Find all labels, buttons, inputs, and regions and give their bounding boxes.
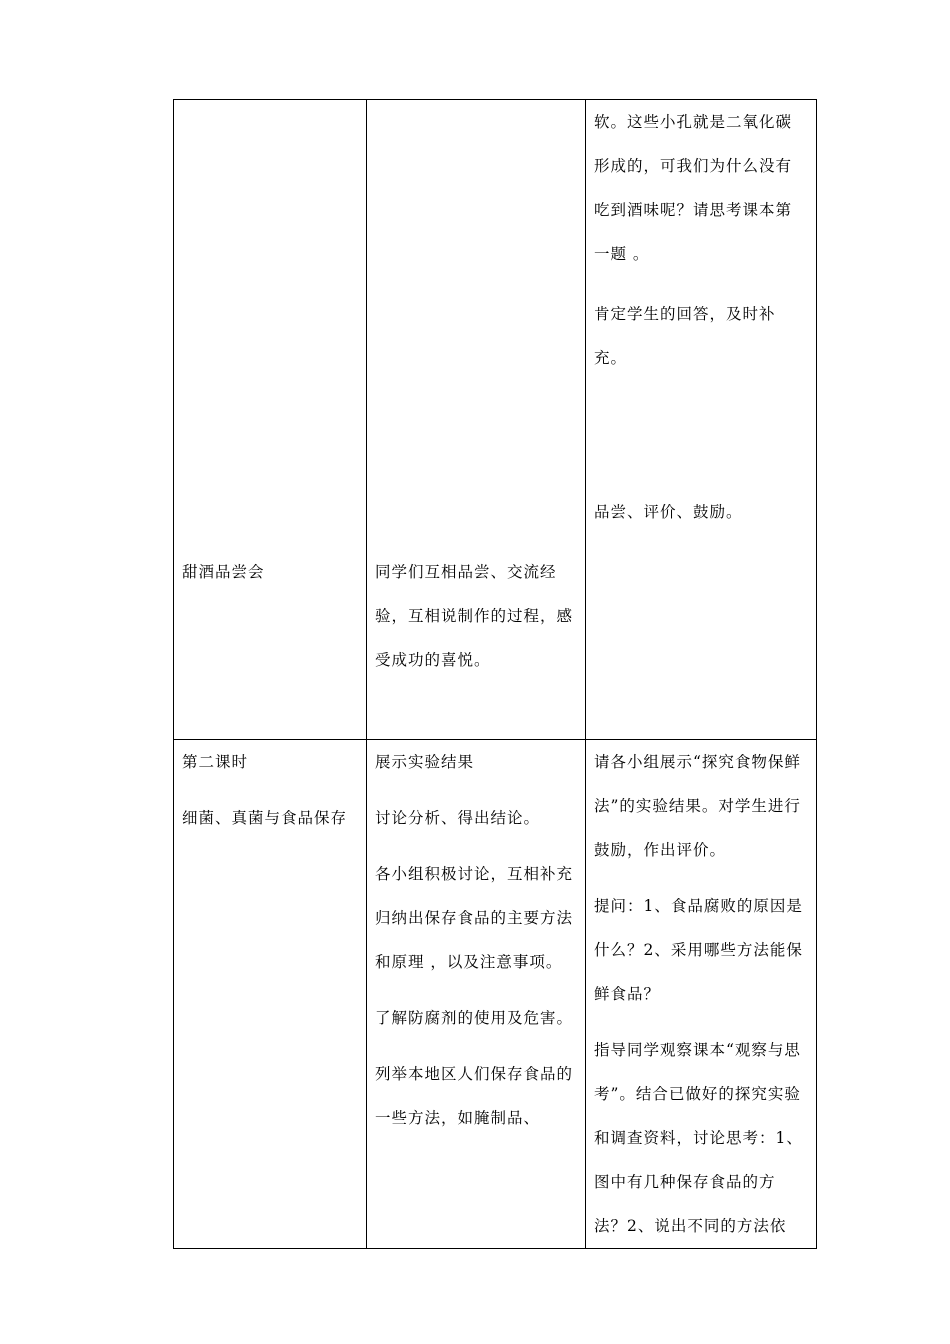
table-row <box>174 740 817 1249</box>
teacher-activity-cell <box>586 100 817 740</box>
student-activity-text: 展示实验结果 <box>375 753 475 771</box>
activity-cell <box>174 740 367 1249</box>
student-activity-text: 了解防腐剂的使用及危害。 <box>375 1009 574 1027</box>
student-activity-text: 各小组积极讨论，互相补充归纳出保存食品的主要方法和原理 ，以及注意事项。 <box>375 865 574 971</box>
lesson-topic: 细菌、真菌与食品保存 <box>182 809 348 827</box>
lesson-label: 第二课时 <box>182 753 249 771</box>
activity-cell <box>174 100 367 740</box>
student-activity-text: 讨论分析、得出结论。 <box>375 809 541 827</box>
lesson-plan-table <box>173 99 817 1249</box>
student-activity-cell <box>367 100 586 740</box>
teacher-activity-text: 肯定学生的回答，及时补充。 <box>594 305 776 367</box>
teacher-activity-text: 提问：1、食品腐败的原因是什么？2、采用哪些方法能保鲜食品？ <box>594 897 803 1003</box>
activity-title: 甜酒品尝会 <box>182 563 265 581</box>
teacher-activity-cell <box>586 740 817 1249</box>
teacher-activity-text: 指导同学观察课本“观察与思考”。结合已做好的探究实验和调查资料，讨论思考：1、图中有几种保存食品的方法？2、说出不同的方法依 <box>594 1041 803 1235</box>
student-activity-text: 同学们互相品尝、交流经验，互相说制作的过程，感受成功的喜悦。 <box>375 563 574 669</box>
student-activity-cell <box>367 740 586 1249</box>
teacher-activity-text: 请各小组展示“探究食物保鲜法”的实验结果。对学生进行鼓励，作出评价。 <box>594 753 801 859</box>
teacher-activity-text: 软。这些小孔就是二氧化碳形成的，可我们为什么没有吃到酒味呢？请思考课本第一题 。 <box>594 113 793 263</box>
table-row <box>174 100 817 740</box>
student-activity-text: 列举本地区人们保存食品的一些方法，如腌制品、 <box>375 1065 574 1127</box>
teacher-activity-text: 品尝、评价、鼓励。 <box>594 503 743 521</box>
